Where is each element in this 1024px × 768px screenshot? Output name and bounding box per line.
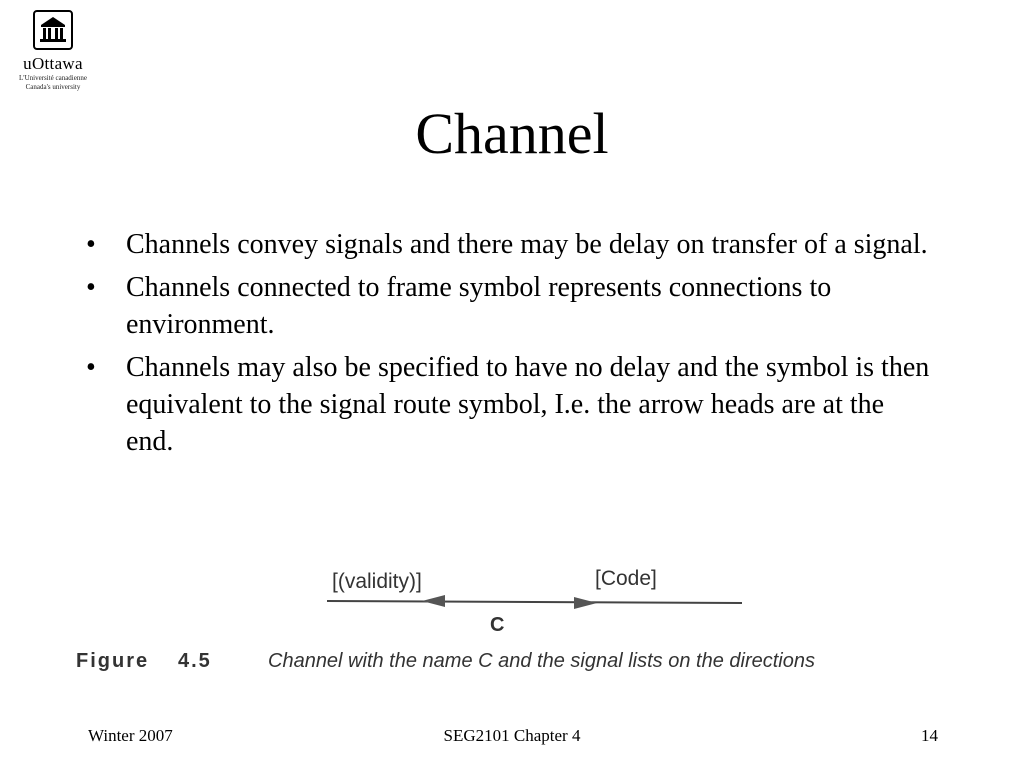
logo-subtitle-en: Canada's university: [25, 83, 81, 91]
bullet-item: [86, 349, 936, 460]
slide-title: Channel: [415, 101, 609, 166]
footer-date: Winter 2007: [88, 726, 173, 745]
university-building-icon: [33, 10, 73, 50]
figure-label: Figure: [76, 650, 150, 672]
bullet-marker: •: [86, 229, 96, 260]
right-arrowhead-icon: [574, 597, 597, 609]
channel-line: [327, 601, 742, 603]
logo-wordmark: uOttawa: [23, 54, 83, 73]
left-arrowhead-icon: [422, 595, 445, 607]
bullet-text: Channels may also be specified to have no delay and the symbol is then equivalent to the signal route symbol, I.e. the arrow heads are at the end.: [126, 352, 930, 457]
bullet-text: Channels connected to frame symbol represents connections to environment.: [126, 272, 832, 340]
bullet-item: [86, 226, 936, 263]
logo-subtitle-fr: L'Université canadienne: [19, 74, 87, 82]
bullet-marker: •: [86, 272, 96, 303]
bullet-text: Channels convey signals and there may be delay on transfer of a signal.: [126, 229, 928, 260]
channel-figure: [60, 555, 980, 690]
channel-name: C: [490, 614, 505, 636]
figure-caption: Channel with the name C and the signal lists on the directions: [268, 650, 815, 672]
left-signal-list: [(validity)]: [332, 570, 422, 593]
bullet-marker: •: [86, 352, 96, 383]
bullet-item: [86, 269, 936, 343]
footer-course: SEG2101 Chapter 4: [443, 726, 581, 745]
bullet-list: [86, 226, 936, 466]
footer-page-number: 14: [921, 726, 938, 745]
figure-number: 4.5: [178, 650, 212, 672]
uottawa-logo: [8, 10, 98, 92]
right-signal-list: [Code]: [595, 567, 657, 590]
